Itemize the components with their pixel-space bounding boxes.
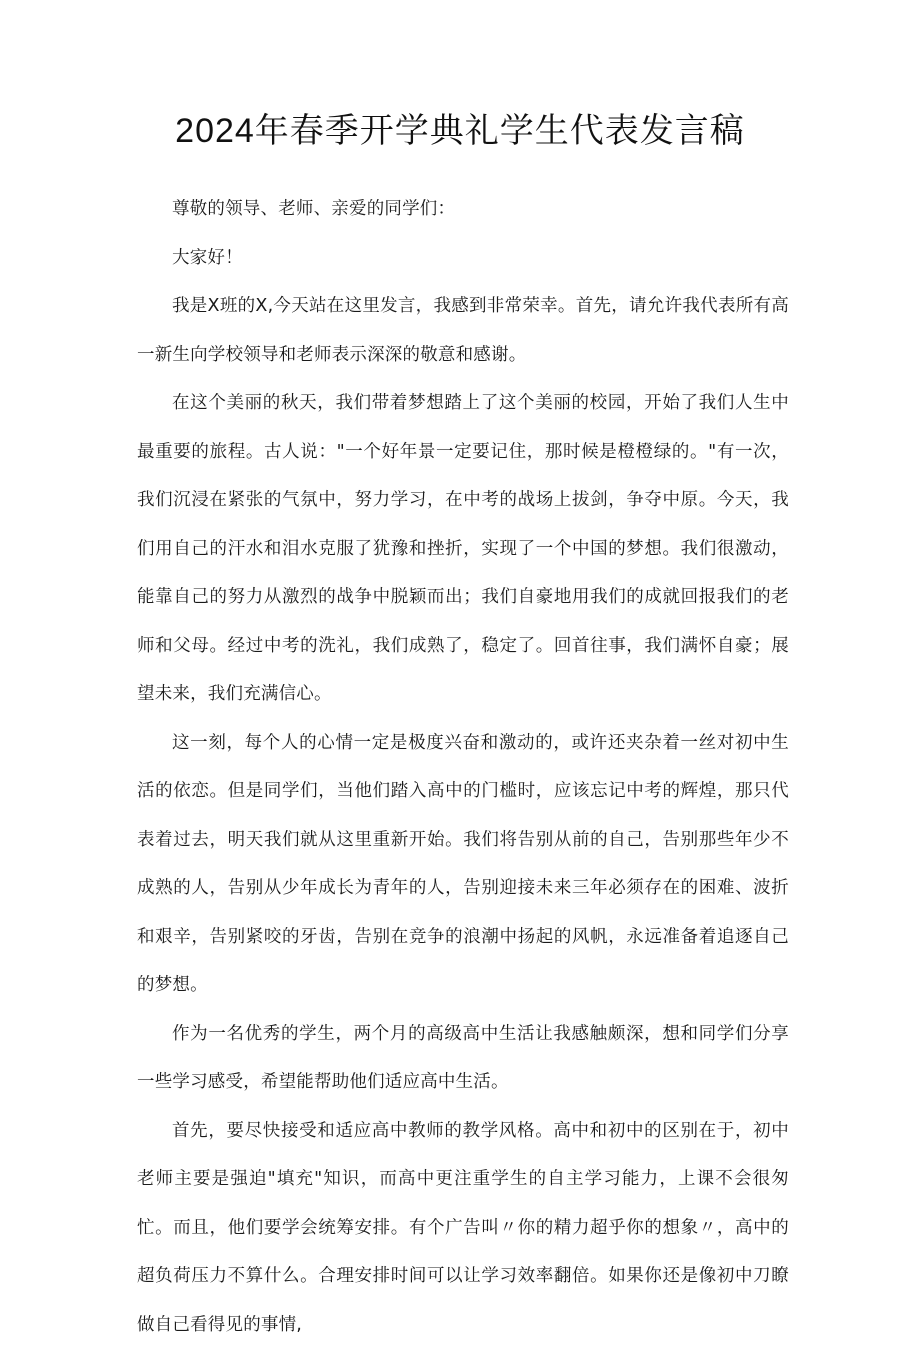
paragraph: 我是X班的X,今天站在这里发言，我感到非常荣幸。首先，请允许我代表所有高一新生向学校领导和老师表示深深的敬意和感谢。 bbox=[137, 282, 789, 379]
paragraph: 首先，要尽快接受和适应高中教师的教学风格。高中和初中的区别在于，初中老师主要是强迫"填充"知识，而高中更注重学生的自主学习能力，上课不会很匆忙。而且，他们要学会统筹安排。有个广告叫〃你的精力超乎你的想象〃，高中的超负荷压力不算什么。合理安排时间可以让学习效率翻倍。如果你还是像初中刀瞭做自己看得见的事情, bbox=[137, 1107, 789, 1349]
document-title: 2024年春季开学典礼学生代表发言稿 bbox=[0, 106, 920, 156]
paragraph: 在这个美丽的秋天，我们带着梦想踏上了这个美丽的校园，开始了我们人生中最重要的旅程。古人说："一个好年景一定要记住，那时候是橙橙绿的。"有一次，我们沉浸在紧张的气氛中，努力学习，在中考的战场上拔剑，争夺中原。今天，我们用自己的汗水和泪水克服了犹豫和挫折，实现了一个中国的梦想。我们很激动，能靠自己的努力从激烈的战争中脱颖而出；我们自豪地用我们的成就回报我们的老师和父母。经过中考的洗礼，我们成熟了，稳定了。回首往事，我们满怀自豪；展望未来，我们充满信心。 bbox=[137, 379, 789, 719]
salutation: 尊敬的领导、老师、亲爱的同学们： bbox=[137, 185, 789, 234]
paragraph: 作为一名优秀的学生，两个月的高级高中生活让我感触颇深，想和同学们分享一些学习感受，希望能帮助他们适应高中生活。 bbox=[137, 1010, 789, 1107]
paragraph: 这一刻，每个人的心情一定是极度兴奋和激动的，或许还夹杂着一丝对初中生活的依恋。但是同学们，当他们踏入高中的门槛时，应该忘记中考的辉煌，那只代表着过去，明天我们就从这里重新开始。我们将告别从前的自己，告别那些年少不成熟的人，告别从少年成长为青年的人，告别迎接未来三年必须存在的困难、波折和艰辛，告别紧咬的牙齿，告别在竞争的浪潮中扬起的风帆，永远准备着追逐自己的梦想。 bbox=[137, 719, 789, 1010]
document-body bbox=[137, 185, 789, 1349]
greeting: 大家好！ bbox=[137, 234, 789, 283]
